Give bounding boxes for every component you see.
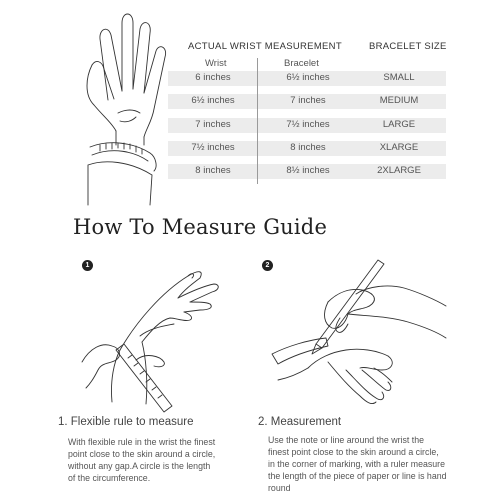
bracelet-size-header: BRACELET SIZE [369,41,447,52]
step-1-line: of the circumference. [68,473,151,483]
wrist-cell: 6½ inches [191,95,235,106]
wrist-subheader: Wrist [205,58,227,69]
wrist-cell: 8 inches [195,165,231,176]
wrist-cell: 6 inches [195,72,231,83]
step-2-line: round [268,483,291,493]
step-1-description [68,436,215,484]
table-row [168,118,446,133]
step-2-badge: 2 [262,260,273,271]
table-row [168,141,446,156]
size-cell: MEDIUM [379,95,419,106]
table-row [168,94,446,109]
bracelet-cell: 7 inches [290,95,326,106]
step-1-line: point close to the skin around a circle, [68,449,216,459]
bracelet-cell: 7½ inches [286,119,330,130]
table-divider [257,58,258,184]
step-2-title: 2. Measurement [258,416,342,428]
step-2-line: the length of the piece of paper or line is hand [268,471,447,481]
wrist-cell: 7 inches [195,119,231,130]
step-2-description [268,434,447,494]
step-1-line: With flexible rule in the wrist the finest [68,437,216,447]
step-1-title: 1. Flexible rule to measure [58,416,194,428]
wrist-measurement-header: ACTUAL WRIST MEASUREMENT [188,41,342,52]
bracelet-cell: 8 inches [290,142,326,153]
size-cell: 2XLARGE [377,165,421,176]
step-1-badge: 1 [82,260,93,271]
size-cell: SMALL [383,72,415,83]
flexible-rule-illustration [80,262,250,422]
step-2-line: Use the note or line around the wrist the [268,435,424,445]
size-cell: XLARGE [379,142,419,153]
table-row [168,71,446,86]
bracelet-subheader: Bracelet [284,58,319,69]
step-1-line: without any gap.A circle is the length [68,461,211,471]
step-2-line: finest point close to the skin around a circle, [268,447,439,457]
table-row [168,164,446,179]
bracelet-cell: 6½ inches [286,72,330,83]
measurement-illustration [268,258,448,418]
size-cell: LARGE [382,119,416,130]
guide-title: How To Measure Guide [73,215,328,239]
step-2-line: in the corner of marking, with a ruler measure [268,459,445,469]
wrist-cell: 7½ inches [191,142,235,153]
bracelet-cell: 8½ inches [286,165,330,176]
